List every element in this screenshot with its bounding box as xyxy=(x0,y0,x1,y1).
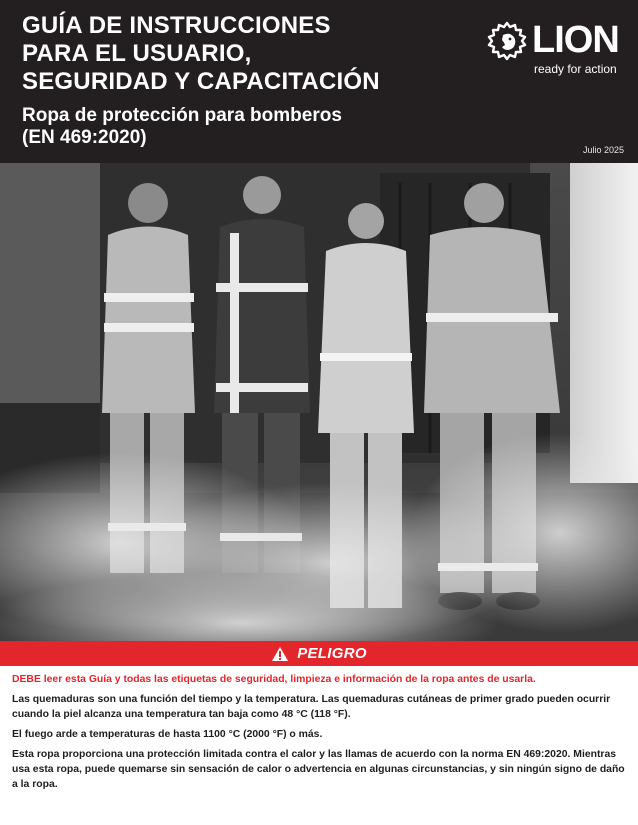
publication-date: Julio 2025 xyxy=(582,145,624,155)
lion-head-icon xyxy=(486,20,528,62)
must-read-warning: DEBE leer esta Guía y todas las etiquetas de seguridad, limpieza e información de la ropa antes de usarla. xyxy=(12,674,536,685)
firefighters-illustration xyxy=(0,163,638,641)
burns-paragraph: Las quemaduras son una función del tiempo y la temperatura. Las quemaduras cutáneas de primer grado pueden ocurrir cuando la piel alcanza una temperatura tan baja como 48 °C (118 °F). xyxy=(12,694,611,720)
document-header xyxy=(0,0,638,163)
danger-label: PELIGRO xyxy=(297,645,367,662)
document-subtitle xyxy=(22,105,462,149)
subtitle-line-1: Ropa de protección para bomberos xyxy=(22,105,342,126)
title-line-1: GUÍA DE INSTRUCCIONES xyxy=(22,12,331,39)
firefighters-photo xyxy=(0,163,638,641)
lion-logo xyxy=(486,18,626,80)
fire-temperature-paragraph: El fuego arde a temperaturas de hasta 1100 °C (2000 °F) o más. xyxy=(12,729,323,740)
logo-tagline: ready for action xyxy=(534,62,617,76)
safety-text xyxy=(12,672,628,797)
logo-wordmark: LION xyxy=(532,19,619,61)
document-title xyxy=(22,12,482,96)
subtitle-line-2: (EN 469:2020) xyxy=(22,127,147,148)
title-line-3: SEGURIDAD Y CAPACITACIÓN xyxy=(22,68,380,95)
limited-protection-paragraph: Esta ropa proporciona una protección limitada contra el calor y las llamas de acuerdo con la norma EN 469:2020. Mientras usa esta ropa, puede quemarse sin sensación de calor o advertencia en algunas circunstancias, y sin ningún signo de daño a la ropa. xyxy=(12,749,625,790)
warning-triangle-icon xyxy=(271,646,289,662)
title-line-2: PARA EL USUARIO, xyxy=(22,40,252,67)
danger-banner xyxy=(0,641,638,666)
